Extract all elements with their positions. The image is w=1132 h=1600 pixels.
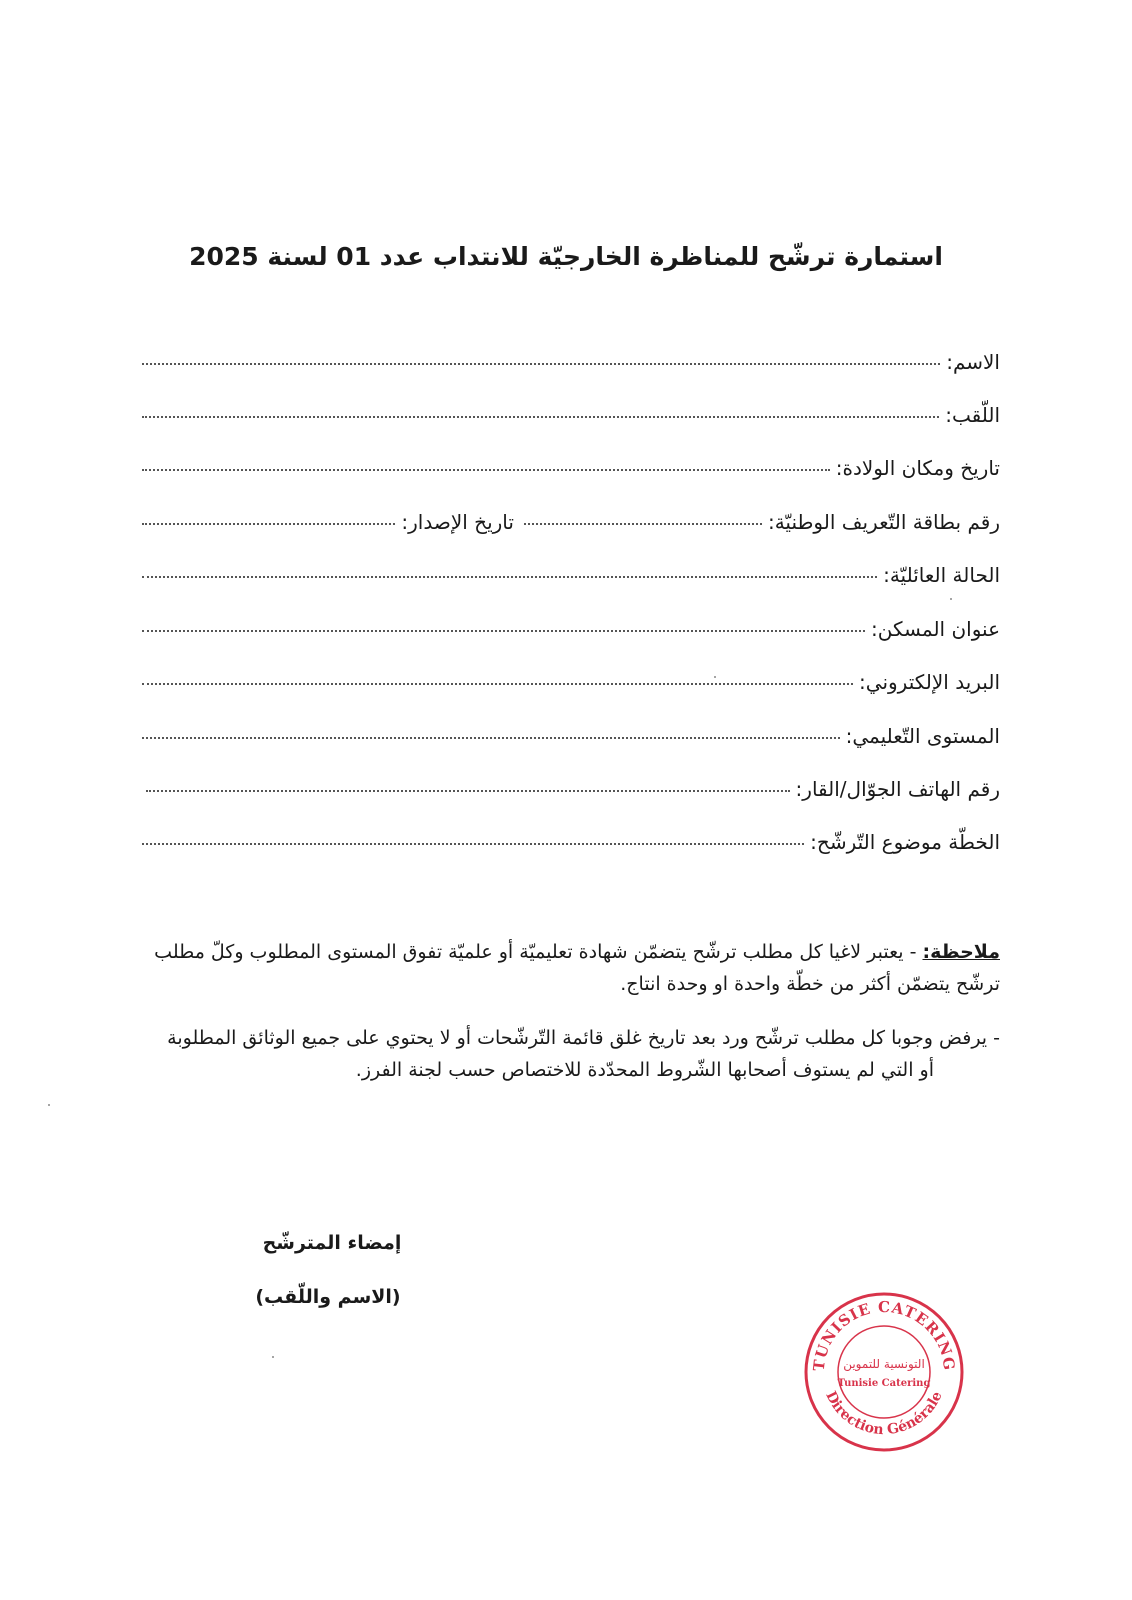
scan-speck bbox=[950, 598, 952, 600]
note-line-2: ترشّح يتضمّن أكثر من خطّة واحدة او وحدة انتاج. bbox=[620, 973, 1000, 995]
field-birth-label: تاريخ ومكان الولادة: bbox=[835, 456, 1000, 480]
field-phone-label: رقم الهاتف الجوّال/القار: bbox=[795, 777, 1000, 801]
scan-speck bbox=[714, 676, 716, 678]
field-position bbox=[142, 830, 1000, 864]
note-paragraph-2 bbox=[70, 1022, 1000, 1086]
scan-speck bbox=[48, 1104, 50, 1106]
field-name-line[interactable] bbox=[142, 363, 940, 365]
field-id-card bbox=[142, 510, 1000, 544]
field-education bbox=[142, 724, 1000, 758]
field-education-label: المستوى التّعليمي: bbox=[845, 724, 1000, 748]
field-address-line[interactable] bbox=[142, 630, 865, 632]
field-id-card-line[interactable] bbox=[524, 523, 762, 525]
svg-text:TUNISIE CATERING: TUNISIE CATERING bbox=[809, 1297, 959, 1372]
field-email-label: البريد الإلكتروني: bbox=[859, 670, 1000, 694]
field-email bbox=[142, 670, 1000, 704]
field-issue-date-line[interactable] bbox=[142, 523, 395, 525]
field-surname-label: اللّقب: bbox=[945, 403, 1000, 427]
field-position-label: الخطّة موضوع التّرشّح: bbox=[810, 830, 1000, 854]
company-stamp bbox=[802, 1290, 966, 1454]
signature-name-hint: (الاسم واللّقب) bbox=[255, 1286, 401, 1308]
svg-text:التونسية للتموين: التونسية للتموين bbox=[843, 1357, 925, 1371]
note-paragraph-1 bbox=[140, 936, 1000, 1000]
field-phone-line[interactable] bbox=[146, 790, 790, 792]
scan-speck bbox=[272, 1356, 274, 1358]
field-marital bbox=[142, 563, 1000, 597]
field-birth-line[interactable] bbox=[142, 469, 830, 471]
field-position-line[interactable] bbox=[142, 843, 804, 845]
field-email-line[interactable] bbox=[142, 683, 853, 685]
field-address-label: عنوان المسكن: bbox=[871, 617, 1000, 641]
note-heading: ملاحظة: bbox=[922, 941, 1000, 963]
field-address bbox=[142, 617, 1000, 651]
field-marital-label: الحالة العائليّة: bbox=[883, 563, 1000, 587]
field-surname bbox=[142, 403, 1000, 437]
note-line-1: ملاحظة: - يعتبر لاغيا كل مطلب ترشّح يتضمّن شهادة تعليميّة أو علميّة تفوق المستوى المطلوب وكلّ مطلب bbox=[154, 941, 1000, 963]
form-title: استمارة ترشّح للمناظرة الخارجيّة للانتداب عدد 01 لسنة 2025 bbox=[189, 242, 943, 271]
field-education-line[interactable] bbox=[142, 737, 840, 739]
svg-text:Direction Générale: Direction Générale bbox=[822, 1388, 946, 1439]
field-marital-line[interactable] bbox=[142, 576, 877, 578]
note-line-3: - يرفض وجوبا كل مطلب ترشّح ورد بعد تاريخ غلق قائمة التّرشّحات أو لا يحتوي على جميع الوثائق المطلوبة bbox=[167, 1027, 1000, 1049]
field-name-label: الاسم: bbox=[946, 350, 1000, 374]
field-name bbox=[142, 350, 1000, 384]
field-issue-date-label: تاريخ الإصدار: bbox=[401, 510, 514, 534]
field-surname-line[interactable] bbox=[142, 416, 939, 418]
note-line-4: أو التي لم يستوف أصحابها الشّروط المحدّدة للاختصاص حسب لجنة الفرز. bbox=[355, 1059, 934, 1081]
svg-text:Tunisie Catering: Tunisie Catering bbox=[837, 1378, 931, 1389]
field-phone bbox=[146, 777, 1000, 811]
signature-label: إمضاء المترشّح bbox=[262, 1232, 402, 1254]
field-birth bbox=[142, 456, 1000, 490]
field-id-card-label: رقم بطاقة التّعريف الوطنيّة: bbox=[767, 510, 1000, 534]
